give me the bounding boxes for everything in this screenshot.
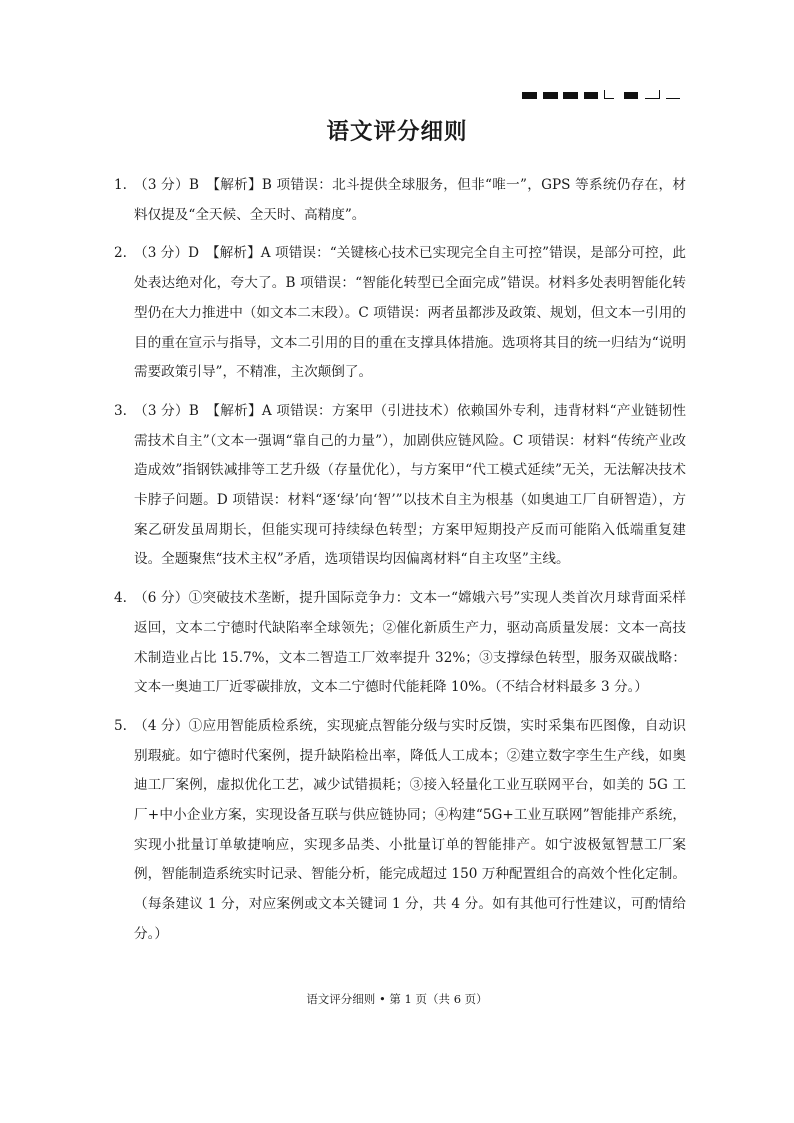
item-text: （3 分）D 【解析】A 项错误：“关键核心技术已实现完全自主可控”错误，是部分可控，此处表达绝对化，夸大了。B 项错误：“智能化转型已全面完成”错误。材料多处表明智能化转型仍在大力推进中（如文本二末段）。C 项错误：两者虽都涉及政策、规划，但文本一引用的目的重在宣示与指导，文本二引用的目的重在支撑具体措施。选项将其目的统一归结为“说明需要政策引导”，不精准，主次颠倒了。 — [134, 245, 686, 381]
answer-item-5 — [114, 712, 686, 950]
answer-item-3 — [114, 397, 686, 575]
item-number: 1. — [114, 177, 127, 193]
item-number: 2. — [114, 245, 127, 262]
item-number: 3. — [114, 402, 127, 419]
answer-item-1 — [114, 171, 686, 230]
item-number: 4. — [114, 590, 127, 607]
answer-item-4 — [114, 584, 686, 703]
header-decoration — [518, 88, 682, 102]
page-title: 语文评分细则 — [326, 119, 468, 145]
item-text: （4 分）①应用智能质检系统，实现疵点智能分级与实时反馈，实时采集布匹图像，自动识别瑕疵。如宁德时代案例，提升缺陷检出率，降低人工成本；②建立数字孪生生产线，如奥迪工厂案例，虚拟优化工艺，减少试错损耗；③接入轻量化工业互联网平台，如美的 5G 工厂+中小企业方案，实现设备互联与供应链协同；④构建“5G+工业互联网”智能排产系统，实现小批量订单敏捷响应，实现多品类、小批量订单的智能排产。如宁波极氪智慧工厂案例，智能制造系统实时记录、智能分析，能完成超过 150 万种配置组合的高效个性化定制。（每条建议 1 分，对应案例或文本关键词 1 分，共 4 分。如有其他可行性建议，可酌情给分。） — [134, 717, 686, 942]
answer-item-2 — [114, 239, 686, 388]
item-text: （6 分）①突破技术垄断，提升国际竞争力：文本一“嫦娥六号”实现人类首次月球背面采样返回，文本二宁德时代缺陷率全球领先；②催化新质生产力，驱动高质量发展：文本一高技术制造业占比 15.7%，文本二智造工厂效率提升 32%；③支撑绿色转型，服务双碳战略：文本一奥迪工厂近零碳排放，文本二宁德时代能耗降 10%。（不结合材料最多 3 分。） — [134, 590, 686, 696]
page-footer: 语文评分细则 • 第 1 页（共 6 页） — [306, 992, 488, 1006]
item-text: （3 分）B 【解析】B 项错误：北斗提供全球服务，但非“唯一”，GPS 等系统仍存在，材料仅提及“全天候、全天时、高精度”。 — [134, 177, 686, 223]
item-text: （3 分）B 【解析】A 项错误：方案甲（引进技术）依赖国外专利，违背材料“产业链韧性需技术自主”（文本一强调“靠自己的力量”），加剧供应链风险。C 项错误：材料“传统产业改造成效”指钢铁减排等工艺升级（存量优化），与方案甲“代工模式延续”无关，无法解决技术卡脖子问题。D 项错误：材料“逐‘绿’向‘智’”以技术自主为根基（如奥迪工厂自研智造），方案乙研发虽周期长，但能实现可持续绿色转型；方案甲短期投产反而可能陷入低端重复建设。全题聚焦“技术主权”矛盾，选项错误均因偏离材料“自主攻坚”主线。 — [134, 402, 686, 568]
answer-list — [114, 171, 686, 959]
item-number: 5. — [114, 717, 127, 734]
